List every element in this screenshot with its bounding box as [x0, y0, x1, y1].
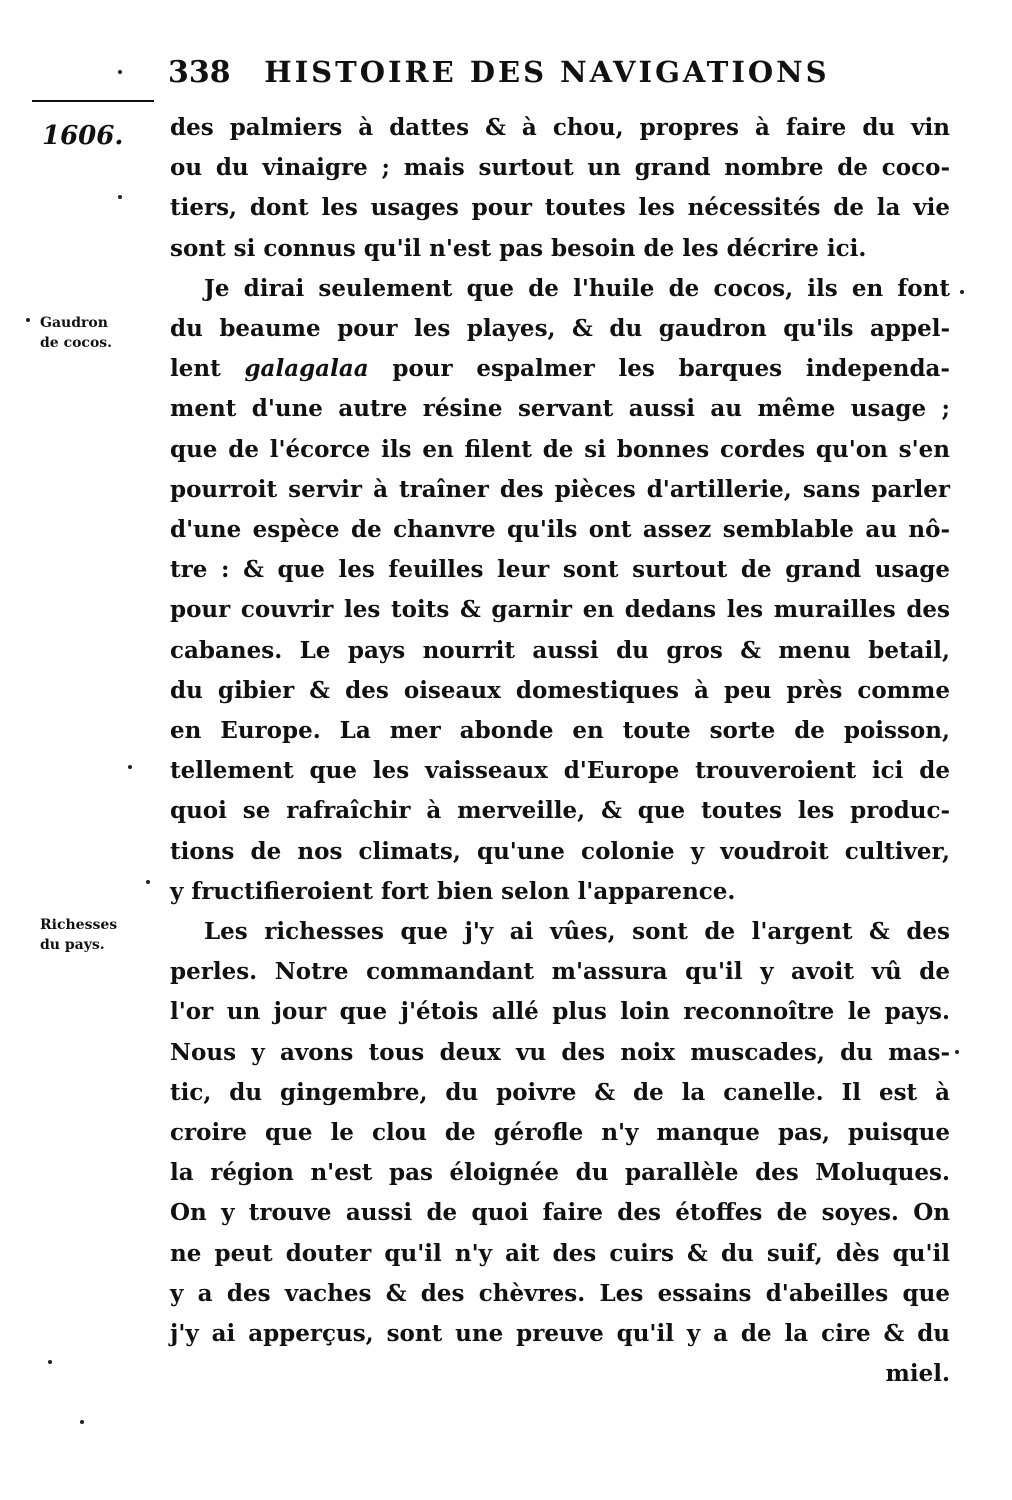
text-line: ment d'une autre résine servant aussi au même usage ;: [170, 395, 950, 423]
scan-speck: [146, 880, 150, 884]
text-line: tic, du gingembre, du poivre & de la canelle. Il est à: [170, 1078, 950, 1106]
text-line: Les richesses que j'y ai vûes, sont de l'argent & des: [204, 918, 950, 946]
text-line: l'or un jour que j'étois allé plus loin reconnoître le pays.: [170, 998, 950, 1026]
margin-note-line: de cocos.: [40, 335, 113, 351]
text-line: cabanes. Le pays nourrit aussi du gros & menu betail,: [170, 636, 950, 664]
text-line-with-italic: lent galagalaa pour espalmer les barques independa-: [170, 355, 950, 383]
margin-note-line: Gaudron: [40, 315, 108, 331]
text-line: en Europe. La mer abonde en toute sorte de poisson,: [170, 717, 950, 745]
scan-speck: [48, 1360, 52, 1364]
text-line: ou du vinaigre ; mais surtout un grand nombre de coco-: [170, 154, 950, 182]
scan-speck: [960, 290, 964, 294]
text-line: tiers, dont les usages pour toutes les nécessités de la vie: [170, 194, 950, 222]
text-line: y fructifieroient fort bien selon l'apparence.: [170, 877, 736, 905]
year-rule: [32, 100, 154, 102]
text-line: d'une espèce de chanvre qu'ils ont assez semblable au nô-: [170, 516, 950, 544]
text-line: du gibier & des oiseaux domestiques à peu près comme: [170, 676, 950, 704]
text-line: du beaume pour les playes, & du gaudron qu'ils appel-: [170, 315, 950, 343]
scan-speck: [118, 195, 122, 199]
text-line: Je dirai seulement que de l'huile de cocos, ils en font: [204, 274, 950, 302]
text-line: pourroit servir à traîner des pièces d'artillerie, sans parler: [170, 475, 950, 503]
text-line: tre : & que les feuilles leur sont surtout de grand usage: [170, 556, 950, 584]
italic-word: galagalaa: [244, 355, 369, 383]
running-title: HISTOIRE DES NAVIGATIONS: [264, 55, 830, 89]
text-line: y a des vaches & des chèvres. Les essains d'abeilles que: [170, 1279, 950, 1307]
text-line: des palmiers à dattes & à chou, propres à faire du vin: [170, 114, 950, 141]
scan-speck: [80, 1420, 84, 1424]
text-line: la région n'est pas éloignée du parallèle des Moluques.: [170, 1159, 950, 1187]
text-line-catchword: miel.: [885, 1360, 950, 1388]
margin-note-line: Richesses: [40, 917, 118, 933]
page-number: 338: [168, 55, 231, 90]
text-line: perles. Notre commandant m'assura qu'il y avoit vû de: [170, 958, 950, 986]
text-line: croire que le clou de gérofle n'y manque pas, puisque: [170, 1119, 950, 1147]
text-line: pour couvrir les toits & garnir en dedans les murailles des: [170, 596, 950, 624]
text-line: quoi se rafraîchir à merveille, & que toutes les produc-: [170, 797, 950, 825]
scan-speck: [118, 70, 122, 74]
text-line: ne peut douter qu'il n'y ait des cuirs & du suif, dès qu'il: [170, 1239, 950, 1267]
text-line: sont si connus qu'il n'est pas besoin de les décrire ici.: [170, 234, 867, 262]
margin-note-richesses: [40, 915, 160, 955]
body-text: [170, 108, 950, 1395]
scan-speck: [955, 1050, 959, 1054]
text-line: tions de nos climats, qu'une colonie y voudroit cultiver,: [170, 837, 950, 865]
text-line: j'y ai apperçus, sont une preuve qu'il y a de la cire & du: [170, 1320, 950, 1348]
text-line: que de l'écorce ils en filent de si bonnes cordes qu'on s'en: [170, 435, 950, 463]
page-header: [168, 54, 868, 90]
text-line: On y trouve aussi de quoi faire des étoffes de soyes. On: [170, 1199, 950, 1227]
margin-year: 1606.: [42, 121, 124, 151]
text-line: Nous y avons tous deux vu des noix muscades, du mas-: [170, 1038, 950, 1066]
scan-speck: [128, 765, 132, 769]
text-line: tellement que les vaisseaux d'Europe trouveroient ici de: [170, 757, 950, 785]
margin-note-line: du pays.: [40, 937, 105, 953]
margin-note-gaudron: [40, 313, 160, 353]
scan-speck: [26, 318, 30, 322]
